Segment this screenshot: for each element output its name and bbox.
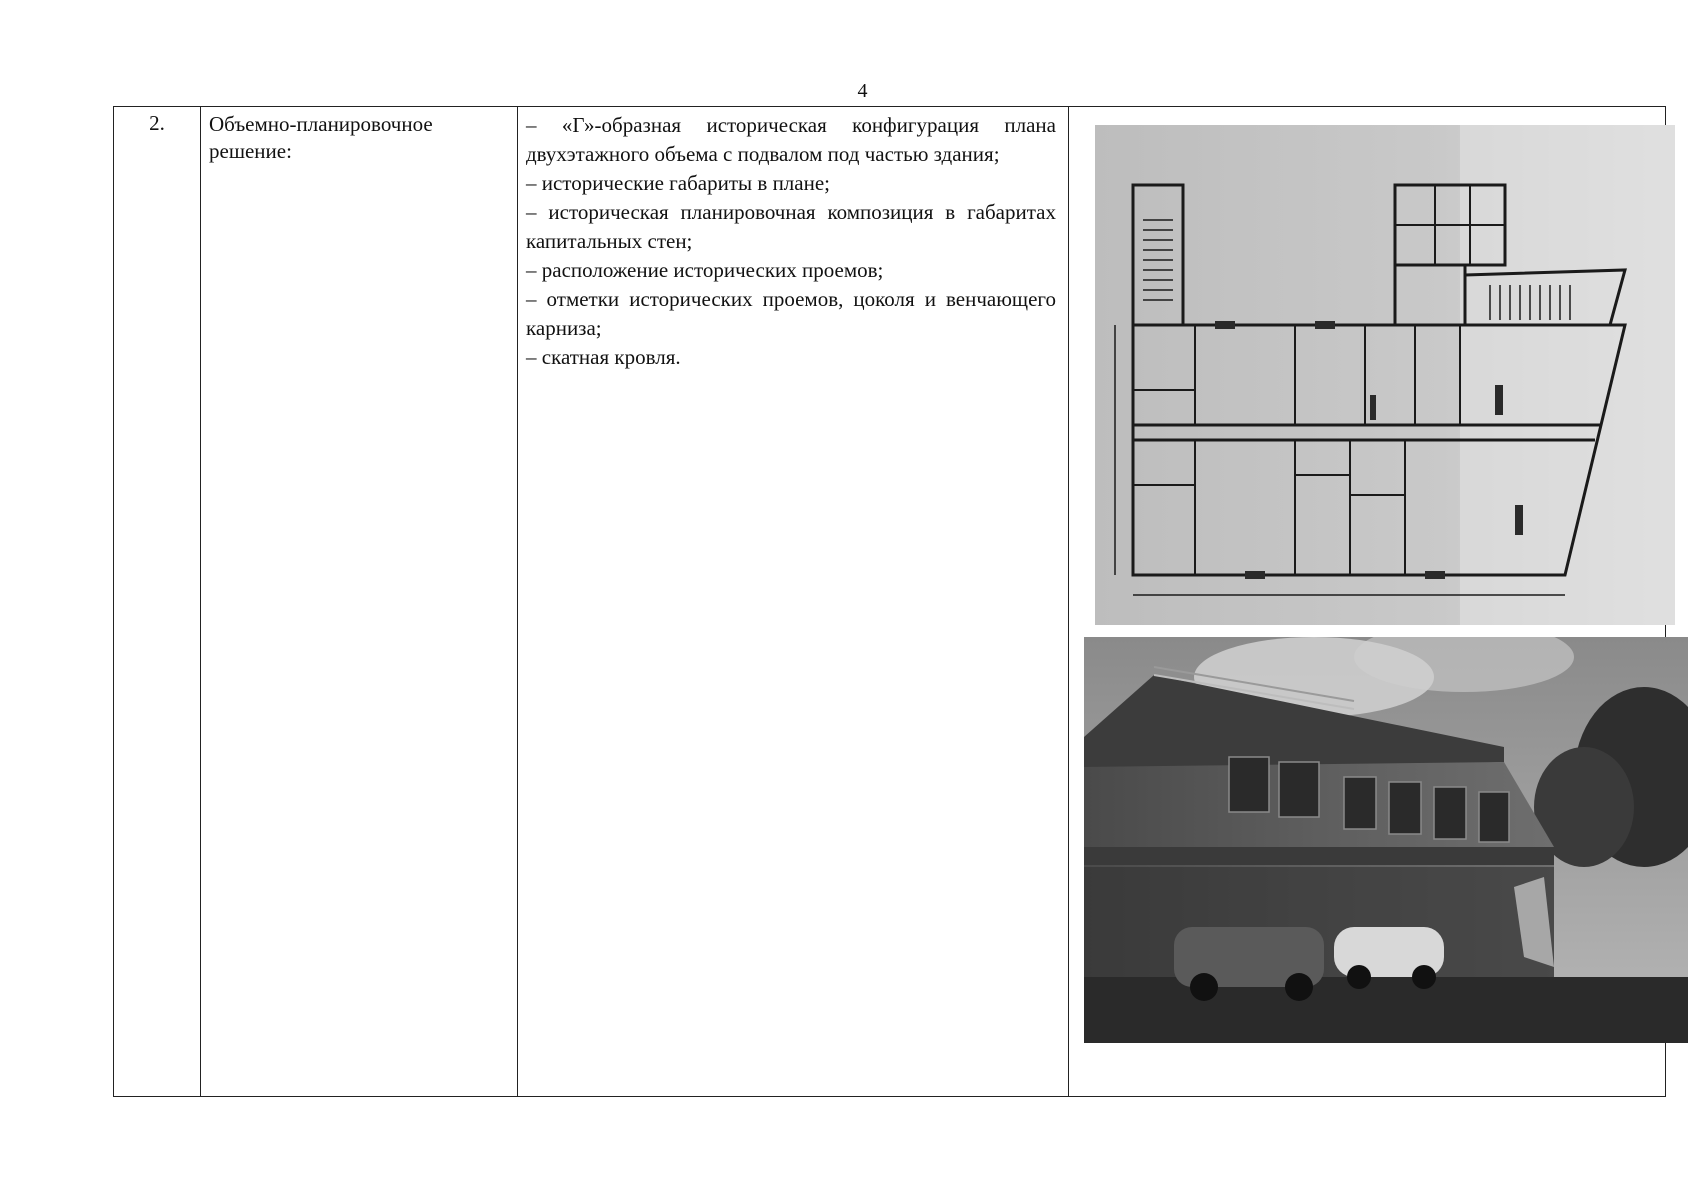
building-photo-icon bbox=[1084, 637, 1688, 1043]
building-facade-photo bbox=[1084, 637, 1688, 1043]
row-description bbox=[518, 107, 1069, 1097]
list-item: – отметки исторических проемов, цоколя и венчающего карниза; bbox=[526, 287, 1056, 340]
row-number: 2. bbox=[114, 107, 201, 1097]
table-row bbox=[114, 107, 1666, 1097]
list-item: – «Г»-образная историческая конфигурация плана двухэтажного объема с подвалом под частью здания; bbox=[526, 113, 1056, 166]
list-item: – исторические габариты в плане; bbox=[526, 171, 830, 195]
list-item: – скатная кровля. bbox=[526, 345, 681, 369]
list-item: – расположение исторических проемов; bbox=[526, 258, 884, 282]
illustrations-cell bbox=[1069, 107, 1666, 1097]
row-name: Объемно-планировочное решение: bbox=[201, 107, 518, 1097]
list-item: – историческая планировочная композиция в габаритах капитальных стен; bbox=[526, 200, 1056, 253]
page-number: 4 bbox=[857, 80, 868, 102]
floor-plan-icon bbox=[1095, 125, 1675, 625]
floor-plan-drawing bbox=[1095, 125, 1675, 625]
heritage-table bbox=[113, 106, 1666, 1097]
